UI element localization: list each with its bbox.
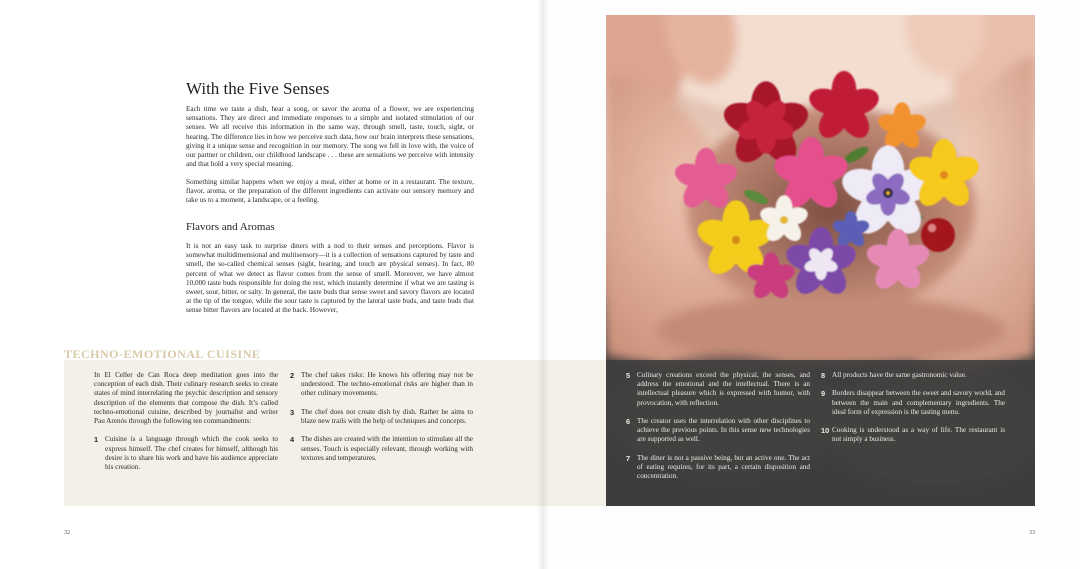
commandment-text: Borders disappear between the sweet and savory world, and between the main and complementary ingredients. The ideal form of expression is the tasting menu. <box>832 389 1005 416</box>
commandment-number: 10 <box>821 426 830 436</box>
sidebar-column <box>94 371 278 481</box>
commandment-item <box>821 389 1005 417</box>
commandment-item <box>290 371 473 399</box>
dark-box-column <box>626 371 810 491</box>
commandment-item <box>626 454 810 482</box>
commandment-text: The dishes are created with the intention to stimulate all the senses. Touch is especially relevant, through working with textures and temperatures. <box>301 435 473 462</box>
commandment-number: 1 <box>94 435 99 445</box>
commandment-number: 5 <box>626 371 631 380</box>
commandment-number: 3 <box>290 407 295 417</box>
commandment-text: The creator uses the interrelation with other disciplines to achieve the previous points. In this sense new technologies are supported as well. <box>637 417 810 444</box>
sidebar-heading: TECHNO-EMOTIONAL CUISINE <box>64 347 261 361</box>
commandment-text: All products have the same gastronomic value. <box>832 371 967 379</box>
flower-center <box>940 171 948 179</box>
commandment-text: Culinary creations exceed the physical, the senses, and address the emotional and the intellectual. There is an intellectual pleasure which is expressed with humor, with provocation, with reflection. <box>637 371 810 407</box>
body-paragraph: Each time we taste a dish, hear a song, or savor the aroma of a flower, we are experiencing sensations. They are direct and immediate responses to a simple and isolated stimulation of our senses. We all receive this information in the same way, through smell, taste, touch, sight, or hearing. The difference lies in how we perceive such data, how our brain interprets these sensations, giving it a unique sense and recognition in our memory. The song we fell in love with, the voice of our partner or children, our childhood landscape . . . these are sensations we perceive with intensity and that hold a very special meaning. <box>186 105 474 169</box>
commandment-text: Cuisine is a language through which the cook seeks to express himself. The chef creates for himself, although his desire is to share his work and have his audience appreciate his creation. <box>105 435 278 472</box>
red-berry <box>921 218 955 252</box>
commandment-number: 4 <box>290 435 295 445</box>
body-paragraph: Something similar happens when we enjoy a meal, either at home or in a restaurant. The texture, flavor, aroma, or the preparation of the different ingredients can activate our sensory memory and take us to a moment, a landscape, or a feeling. <box>186 178 474 205</box>
commandment-item <box>626 417 810 445</box>
commandment-number: 9 <box>821 389 826 399</box>
flower-center <box>886 191 890 195</box>
subsection-heading: Flavors and Aromas <box>186 221 275 233</box>
sidebar-column <box>290 371 473 472</box>
commandment-number: 7 <box>626 453 631 463</box>
commandment-number: 6 <box>626 417 631 426</box>
flower-center <box>780 216 788 224</box>
commandment-text: The chef takes risks: He knows his offering may not be understood. The techno-emotional risks are higher than in other culinary movements. <box>301 371 473 398</box>
page-number-right: 33 <box>1029 530 1035 536</box>
commandment-item <box>821 426 1005 444</box>
commandment-item <box>626 371 810 408</box>
section-title: With the Five Senses <box>186 79 330 98</box>
commandment-number: 2 <box>290 371 295 380</box>
commandment-text: The diner is not a passive being, but an active one. The act of eating requires, for its part, a certain disposition and concentration. <box>637 453 810 481</box>
page-number-left: 32 <box>64 530 70 536</box>
body-paragraph: It is not an easy task to surprise diners with a nod to their senses and perceptions. Flavor is somewhat multidimensional and multisensory—it is a collection of sensations captured by taste and smell, the so-called chemical senses (sight, hearing, and touch are physical senses). In fact, 80 percent of what we detect as flavor comes from the sense of smell. Moreover, we have almost 10,000 taste buds responsible for doing the rest, which instantly determine if what we are tasting is sweet, sour, bitter, or salty. In general, the taste buds that sense sweet and savory flavors are located at the tip of the tongue, while the sour taste is captured by the lateral taste buds, and taste buds that sense bitter flavors are located at the back. However, <box>186 242 474 315</box>
flower-center <box>732 236 740 244</box>
commandment-item <box>290 408 473 426</box>
commandment-text: The chef does not create dish by dish. Rather he aims to blaze new trails with the help of techniques and concepts. <box>301 407 473 425</box>
berry-highlight <box>928 224 936 232</box>
commandment-item <box>821 371 1005 380</box>
sidebar-intro: In El Celler de Can Roca deep meditation goes into the conception of each dish. Their culinary research seeks to create states of mind interrelating the psychic description and sensory description of the elements that compose the dish. It’s called techno-emotional cuisine, described by journalist and writer Pau Arenós through the following ten commandments: <box>94 371 278 426</box>
dark-box-column <box>821 371 1005 454</box>
palm-edge <box>656 295 1006 365</box>
commandment-item <box>290 435 473 463</box>
commandment-text: Cooking is understood as a way of life. The restaurant is not simply a business. <box>832 426 1005 444</box>
commandment-number: 8 <box>821 371 826 380</box>
commandment-item <box>94 435 278 472</box>
